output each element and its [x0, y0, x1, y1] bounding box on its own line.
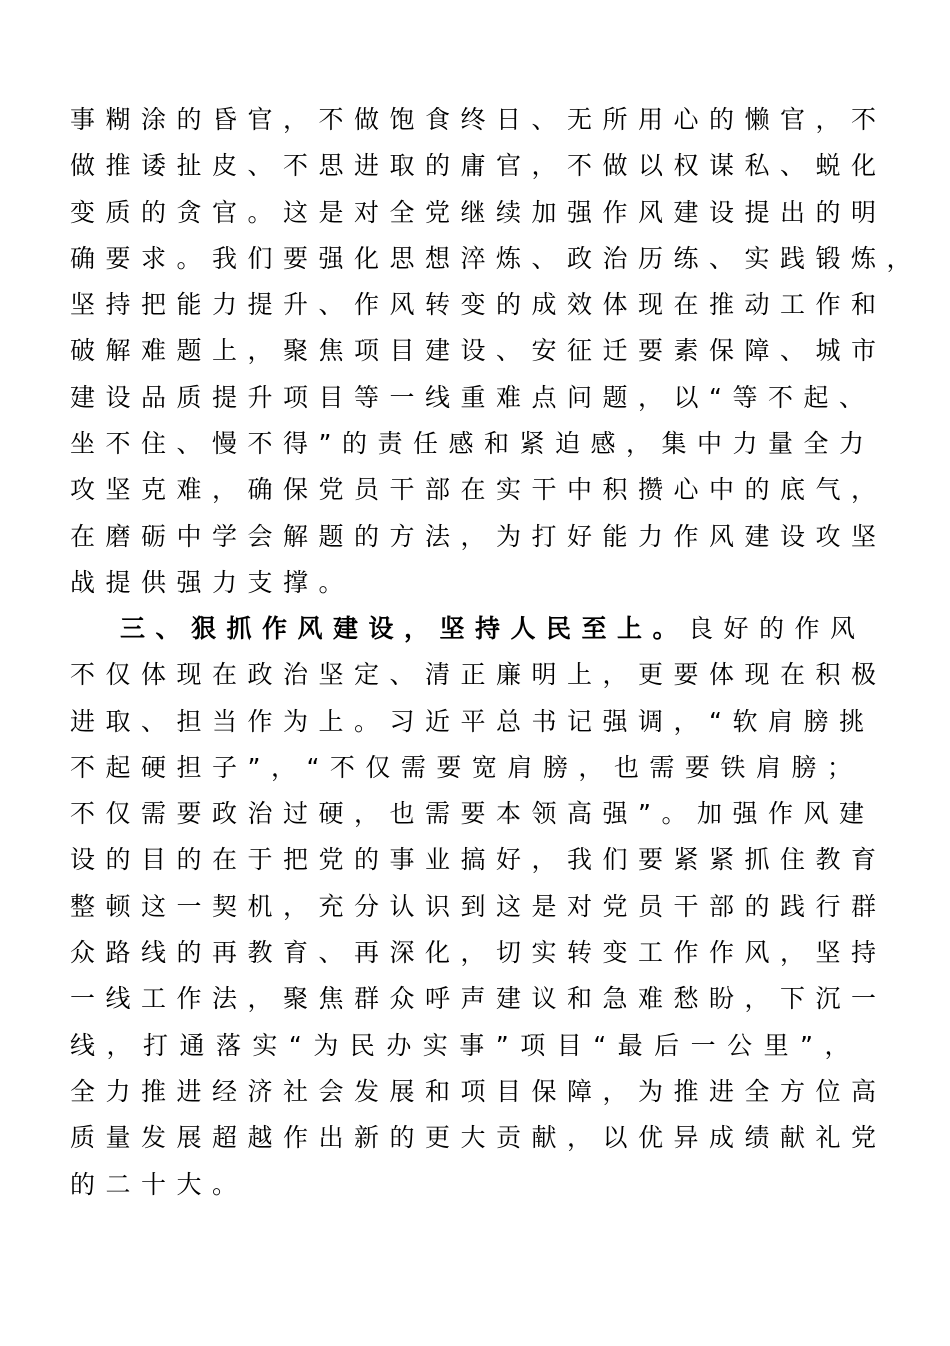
text-line: 攻坚克难，确保党员干部在实干中积攒心中的底气，	[70, 475, 887, 505]
text-line: 设的目的在于把党的事业搞好，我们要紧紧抓住教育	[70, 845, 887, 875]
text-line: 坚持把能力提升、作风转变的成效体现在推动工作和	[70, 290, 887, 320]
section-heading: 三、狠抓作风建设，坚持人民至上。	[120, 614, 689, 643]
text-line: 质量发展超越作出新的更大贡献，以优异成绩献礼党	[70, 1123, 887, 1153]
text-line: 变质的贪官。这是对全党继续加强作风建设提出的明	[70, 197, 887, 227]
text-line: 的二十大。	[70, 1169, 248, 1199]
text-line: 在磨砺中学会解题的方法，为打好能力作风建设攻坚	[70, 521, 887, 551]
text-line: 一线工作法，聚焦群众呼声建议和急难愁盼，下沉一	[70, 984, 887, 1014]
text-line: 不起硬担子”，“不仅需要宽肩膀，也需要铁肩膀；	[70, 752, 863, 782]
text-line: 破解难题上，聚焦项目建设、安征迁要素保障、城市	[70, 336, 887, 366]
section-heading-line	[70, 606, 866, 652]
text-line: 确要求。我们要强化思想淬炼、政治历练、实践锻炼，	[70, 243, 923, 273]
text-line: 整顿这一契机，充分认识到这是对党员干部的践行群	[70, 891, 887, 921]
text-line: 坐不住、慢不得”的责任感和紧迫感，集中力量全力	[70, 429, 875, 459]
text-line: 线，打通落实“为民办实事”项目“最后一公里”，	[70, 1030, 860, 1060]
text-line: 进取、担当作为上。习近平总书记强调，“软肩膀挑	[70, 706, 875, 736]
text-line: 做推诿扯皮、不思进取的庸官，不做以权谋私、蜕化	[70, 151, 887, 181]
text-line: 事糊涂的昏官，不做饱食终日、无所用心的懒官，不	[70, 105, 887, 134]
paragraph-continued	[70, 97, 923, 606]
text-line: 全力推进经济社会发展和项目保障，为推进全方位高	[70, 1076, 887, 1106]
text-line-rest: 良好的作风	[688, 614, 866, 643]
text-line: 战提供强力支撑。	[70, 567, 355, 597]
text-line: 众路线的再教育、再深化，切实转变工作作风，坚持	[70, 938, 887, 968]
section-three-paragraph	[70, 606, 887, 1208]
text-line: 不仅需要政治过硬，也需要本领高强”。加强作风建	[70, 799, 875, 829]
text-line: 不仅体现在政治坚定、清正廉明上，更要体现在积极	[70, 660, 887, 690]
text-line: 建设品质提升项目等一线重难点问题，以“等不起、	[70, 382, 875, 412]
